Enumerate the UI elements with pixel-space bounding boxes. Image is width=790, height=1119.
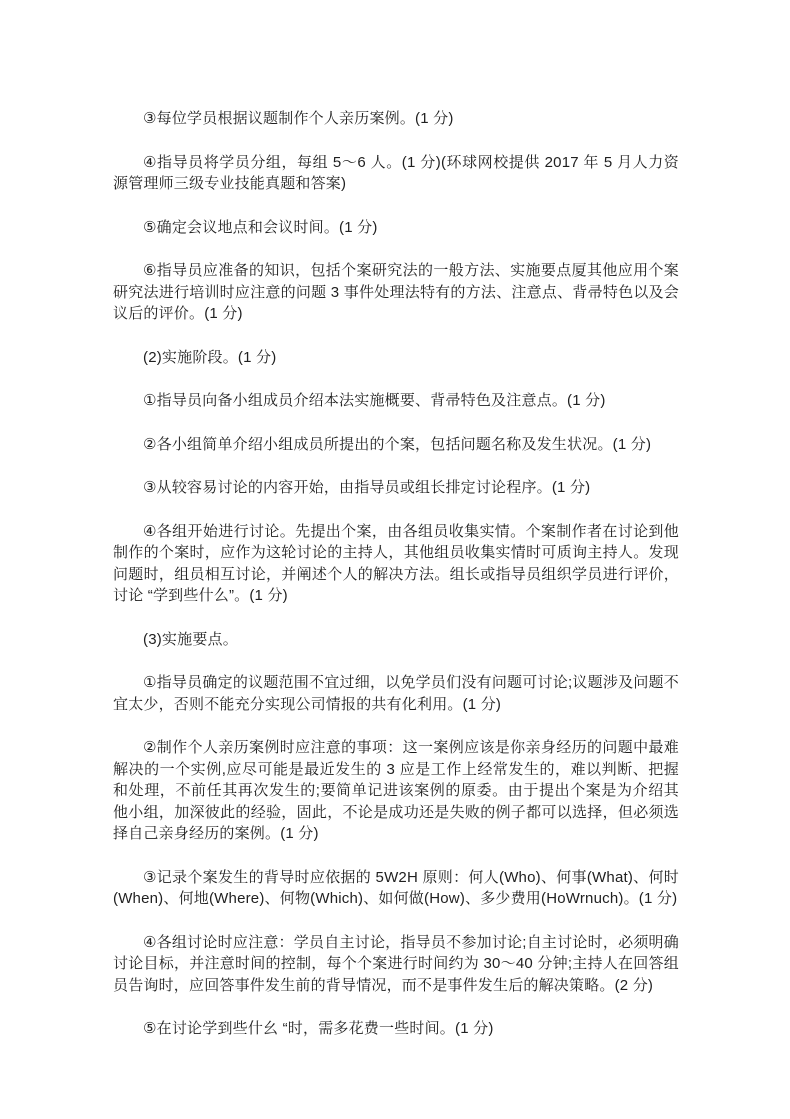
section-heading: (3)实施要点。 [143,630,238,648]
paragraph: ⑤确定会议地点和会议时间。(1 分) [143,218,378,236]
paragraph: ③从较容易讨论的内容开始，由指导员或组长排定讨论程序。(1 分) [143,479,591,496]
document-text-block [113,108,679,1062]
paragraph: ⑤在讨论学到些什幺 “时，需多花费一些时间。(1 分) [143,1020,494,1037]
paragraph: ①指导员确定的议题范围不宜过细，以免学员们没有问题可讨论;议题涉及问题不宜太少，否则不能充分实现公司情报的共有化利用。(1 分) [113,674,679,713]
paragraph: ②制作个人亲历案例时应注意的事项：这一案例应该是你亲身经历的问题中最难解决的一个实例,应尽可能是最近发生的 3 应是工作上经常发生的，难以判断、把握和处理，不前任其再次发生的;要简单记进该案例的原委。由于提出个案是为介绍其他小组，加深彼此的经验，固此，不论是成功还是失败的例子都可以选择，但必须选择自己亲身经历的案例。(1 分) [113,739,679,842]
paragraph: ④各组讨论时应注意：学员自主讨论，指导员不参加讨论;自主讨论时，必须明确讨论目标，并注意时间的控制，每个个案进行时间约为 30～40 分钟;主持人在回答组员告询时，应回答事件发生前的背导情况，而不是事件发生后的解决策略。(2 分) [113,933,679,994]
paragraph: ②各小组简单介绍小组成员所提出的个案，包括问题名称及发生状况。(1 分) [143,435,652,453]
paragraph: ①指导员向备小组成员介绍本法实施概要、背帚特色及注意点。(1 分) [143,392,606,409]
paragraph: ④各组开始进行讨论。先提出个案，由各组员收集实情。个案制作者在讨论到他制作的个案时，应作为这轮讨论的主持人，其他组员收集实情时可质询主持人。发现问题时，组员相互讨论，并阐述个人的解决方法。组长或指导员组织学员进行评价，讨论 “学到些什么”。(1 分) [113,522,679,604]
section-heading: (2)实施阶段。(1 分) [143,348,277,366]
paragraph: ③记录个案发生的背导时应依据的 5W2H 原则：何人(Who)、何事(What)、何时(When)、何地(Where)、何物(Which)、如何做(How)、多少费用(HoWrnuch)。(1 分) [113,868,679,907]
paragraph: ④指导员将学员分组，每组 5～6 人。(1 分)(环球网校提供 2017 年 5 月人力资源管理师三级专业技能真题和答案) [113,153,679,192]
paragraph: ③每位学员根据议题制作个人亲历案例。(1 分) [143,110,454,127]
paragraph: ⑥指导员应准备的知识，包括个案研究法的一般方法、实施要点厦其他应用个案研究法进行培训时应注意的问题 3 事件处理法特有的方法、注意点、背帚特色以及会议后的评价。(1 分) [113,262,679,322]
